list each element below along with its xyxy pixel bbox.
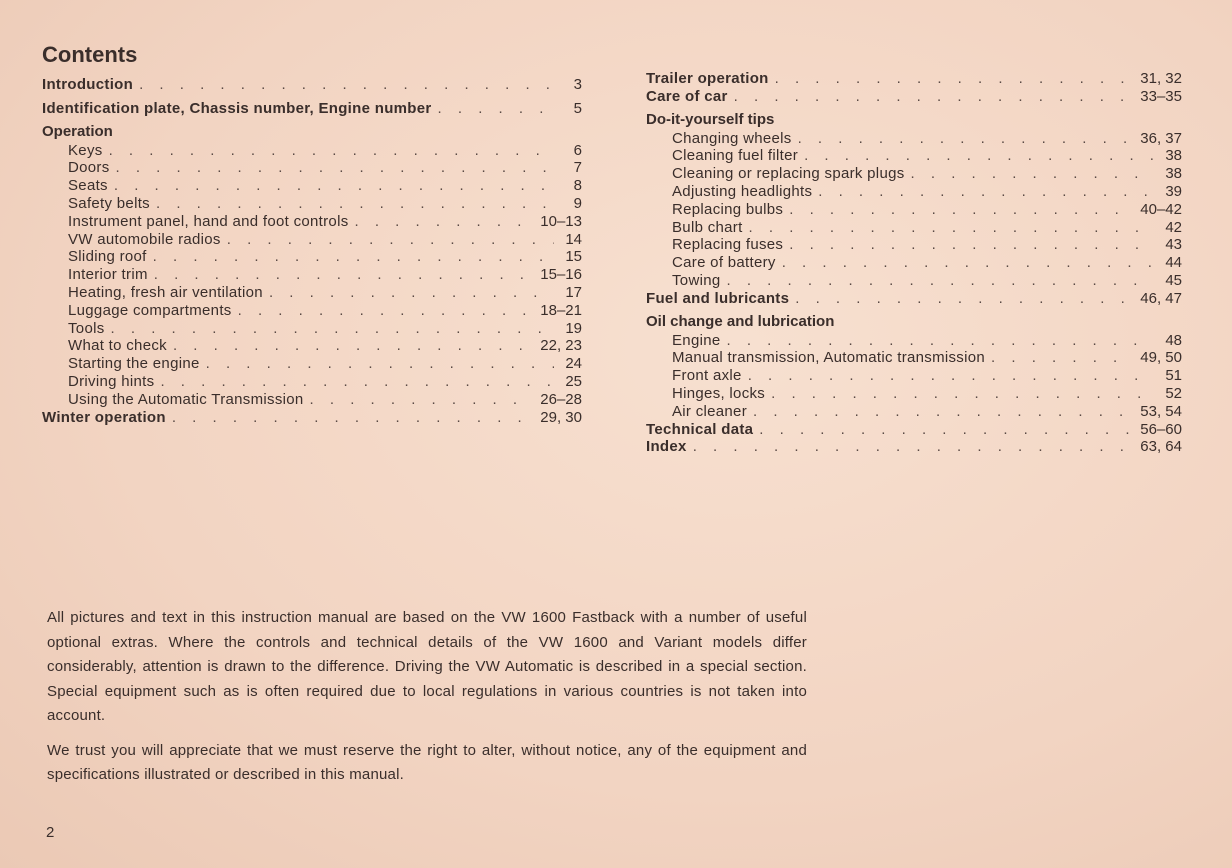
list-item: Seats . . . 8: [42, 177, 582, 195]
list-item: Instrument panel, hand and foot controls . . . 10–13: [42, 213, 582, 231]
note-paragraph: We trust you will appreciate that we must reserve the right to alter, without notice, any of the equipment and specifications illustrated or described in this manual.: [47, 741, 807, 783]
list-item: Heating, fresh air ventilation . . . 17: [42, 284, 582, 302]
list-item: Care of battery . . . 44: [646, 254, 1182, 272]
list-item: Hinges, locks . . . 52: [646, 385, 1182, 403]
list-item: Tools . . . 19: [42, 320, 582, 338]
list-item: What to check . . . 22, 23: [42, 337, 582, 355]
list-item: Air cleaner . . . 53, 54: [646, 403, 1182, 421]
list-item: Changing wheels . . . 36, 37: [646, 130, 1182, 148]
oil-change-list: [646, 332, 1182, 421]
toc-entry-identification: Identification plate, Chassis number, Engine number . . . 5: [42, 100, 582, 118]
list-item: Using the Automatic Transmission . . . 26–28: [42, 391, 582, 409]
list-item: Adjusting headlights . . . 39: [646, 183, 1182, 201]
toc-entry-trailer-operation: Trailer operation . . . 31, 32: [646, 70, 1182, 88]
list-item: Engine . . . 48: [646, 332, 1182, 350]
contents-right-column: [646, 70, 1182, 456]
page-number: 2: [46, 824, 55, 841]
list-item: Replacing bulbs . . . 40–42: [646, 201, 1182, 219]
list-item: Doors . . . 7: [42, 159, 582, 177]
toc-entry-winter-operation: Winter operation . . . 29, 30: [42, 409, 582, 427]
section-heading-operation: Operation: [42, 122, 113, 140]
section-heading-oil-change: Oil change and lubrication: [646, 312, 835, 330]
list-item: Keys . . . 6: [42, 142, 582, 160]
diy-list: [646, 130, 1182, 290]
list-item: Cleaning fuel filter . . . 38: [646, 147, 1182, 165]
toc-entry-fuel-and-lubricants: Fuel and lubricants . . . 46, 47: [646, 290, 1182, 308]
list-item: Cleaning or replacing spark plugs . . . 38: [646, 165, 1182, 183]
list-item: Driving hints . . . 25: [42, 373, 582, 391]
list-item: Replacing fuses . . . 43: [646, 236, 1182, 254]
note-paragraph: All pictures and text in this instruction manual are based on the VW 1600 Fastback with a number of useful optional extras. Where the controls and technical details of the VW 1600 and Variant models differ considerably, attention is drawn to the difference. Driving the VW Automatic is described in a special section. Special equipment such as is often required due to local regulations in various countries is not taken into account.: [47, 609, 807, 724]
toc-entry-care-of-car: Care of car . . . 33–35: [646, 88, 1182, 106]
operation-list: [42, 142, 582, 409]
contents-left-column: [42, 76, 582, 426]
list-item: Towing . . . 45: [646, 272, 1182, 290]
list-item: Safety belts . . . 9: [42, 195, 582, 213]
list-item: Manual transmission, Automatic transmission . . . 49, 50: [646, 349, 1182, 367]
list-item: Interior trim . . . 15–16: [42, 266, 582, 284]
toc-entry-technical-data: Technical data . . . 56–60: [646, 421, 1182, 439]
manual-notes: [47, 606, 807, 798]
toc-entry-index: Index . . . 63, 64: [646, 438, 1182, 456]
list-item: Luggage compartments . . . 18–21: [42, 302, 582, 320]
section-heading-diy: Do-it-yourself tips: [646, 110, 775, 128]
list-item: Sliding roof . . . 15: [42, 248, 582, 266]
list-item: VW automobile radios . . . 14: [42, 231, 582, 249]
list-item: Starting the engine . . . 24: [42, 355, 582, 373]
list-item: Bulb chart . . . 42: [646, 219, 1182, 237]
page-title: Contents: [42, 42, 138, 67]
list-item: Front axle . . . 51: [646, 367, 1182, 385]
toc-entry-introduction: Introduction . . . 3: [42, 76, 582, 94]
